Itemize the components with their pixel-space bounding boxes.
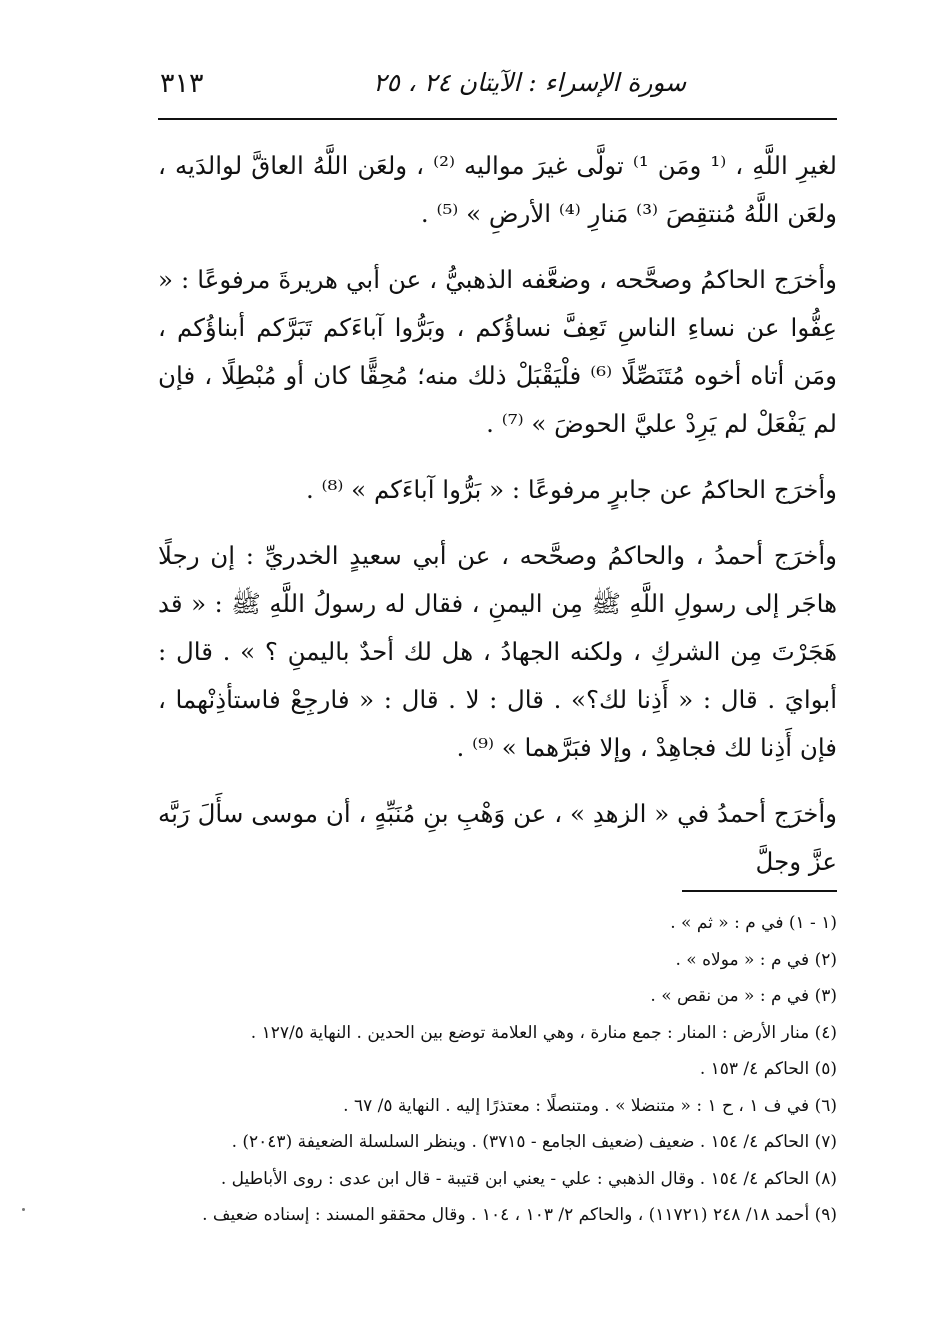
footnote: (٧) الحاكم ٤/ ١٥٤ . ضعيف (ضعيف الجامع - ٣٧١٥) . وينظر السلسلة الضعيفة (٢٠٤٣) . [231, 1132, 837, 1152]
running-header [158, 62, 836, 102]
margin-dot [22, 1208, 25, 1211]
page-number: ٣١٣ [160, 68, 204, 99]
footnotes [158, 905, 837, 1234]
footnote: (٩) أحمد ١٨/ ٢٤٨ (١١٧٢١) ، والحاكم ٢/ ١٠٣ ، ١٠٤ . وقال محققو المسند : إسناده ضعيف . [202, 1205, 837, 1225]
paragraph: وأخرَج الحاكمُ وصحَّحه ، وضعَّفه الذهبيُّ ، عن أبي هريرةَ مرفوعًا : « عِفُّوا عن نساءِ الناسِ تَعِفَّ نساؤُكم ، وبَرُّوا آباءَكم تَبَرَّكم أبناؤُكم ، ومَن أتاه أخوه مُتَنَصِّلًا ⁽⁶⁾ فلْيَقْبَلْ ذلك منه؛ مُحِقًّا كان أو مُبْطِلًا ، فإن لم يَفْعَلْ لم يَرِدْ عليَّ الحوضَ » ⁽⁷⁾ . [158, 265, 837, 438]
paragraph: وأخرَج أحمدُ ، والحاكمُ وصحَّحه ، عن أبي سعيدٍ الخدريِّ : إن رجلًا هاجَر إلى رسولِ اللَّهِ ﷺ مِن اليمنِ ، فقال له رسولُ اللَّهِ ﷺ : « قد هَجَرْتَ مِن الشركِ ، ولكنه الجهادُ ، هل لك أحدٌ باليمنِ ؟ » . قال : أبوايَ . قال : « أَذِنا لك؟» . قال : لا . قال : « فارجِعْ فاستأذِنْهما ، فإن أَذِنا لك فجاهِدْ ، وإلا فبَرَّهما » ⁽⁹⁾ . [158, 541, 837, 762]
footnote: (٥) الحاكم ٤/ ١٥٣ . [699, 1059, 837, 1079]
main-text [158, 142, 837, 904]
footnote: (٣) في م : « من نقص » . [650, 986, 837, 1006]
footnote: (٨) الحاكم ٤/ ١٥٤ . وقال الذهبي : علي - يعني ابن قتيبة - قال ابن عدى : روى الأباطيل . [220, 1168, 837, 1189]
paragraph: وأخرَج الحاكمُ عن جابرٍ مرفوعًا : « بَرُّوا آباءَكم » ⁽⁸⁾ . [305, 475, 837, 504]
running-title: سورة الإسراء : الآيتان ٢٤ ، ٢٥ [373, 68, 687, 97]
footnote: (٤) منار الأرض : المنار : جمع منارة ، وهي العلامة توضع بين الحدين . النهاية ١٢٧/٥ . [250, 1022, 837, 1043]
footnote-separator [682, 890, 837, 892]
paragraph: لغيرِ اللَّهِ ، ⁽¹ ومَن ¹⁾ تولَّى غيرَ مواليه ⁽²⁾ ، ولعَن اللَّهُ العاقَّ لوالدَيه ، ولعَن اللَّهُ مُنتقِصَ ⁽³⁾ مَنارِ ⁽⁴⁾ الأرضِ » ⁽⁵⁾ . [158, 151, 837, 228]
footnote: (٦) في ف ١ ، ح ١ : « متنضلا » . ومتنصلًا : معتذرًا إليه . النهاية ٥/ ٦٧ . [343, 1095, 837, 1116]
header-rule [158, 118, 837, 120]
paragraph: وأخرَج أحمدُ في « الزهدِ » ، عن وَهْبِ بنِ مُنَبِّهٍ ، أن موسى سأَلَ رَبَّه عزَّ وجلَّ [158, 799, 837, 876]
footnote: (١ - ١) في م : « ثم » . [670, 913, 837, 933]
footnote: (٢) في م : « مولاه » . [675, 949, 837, 970]
